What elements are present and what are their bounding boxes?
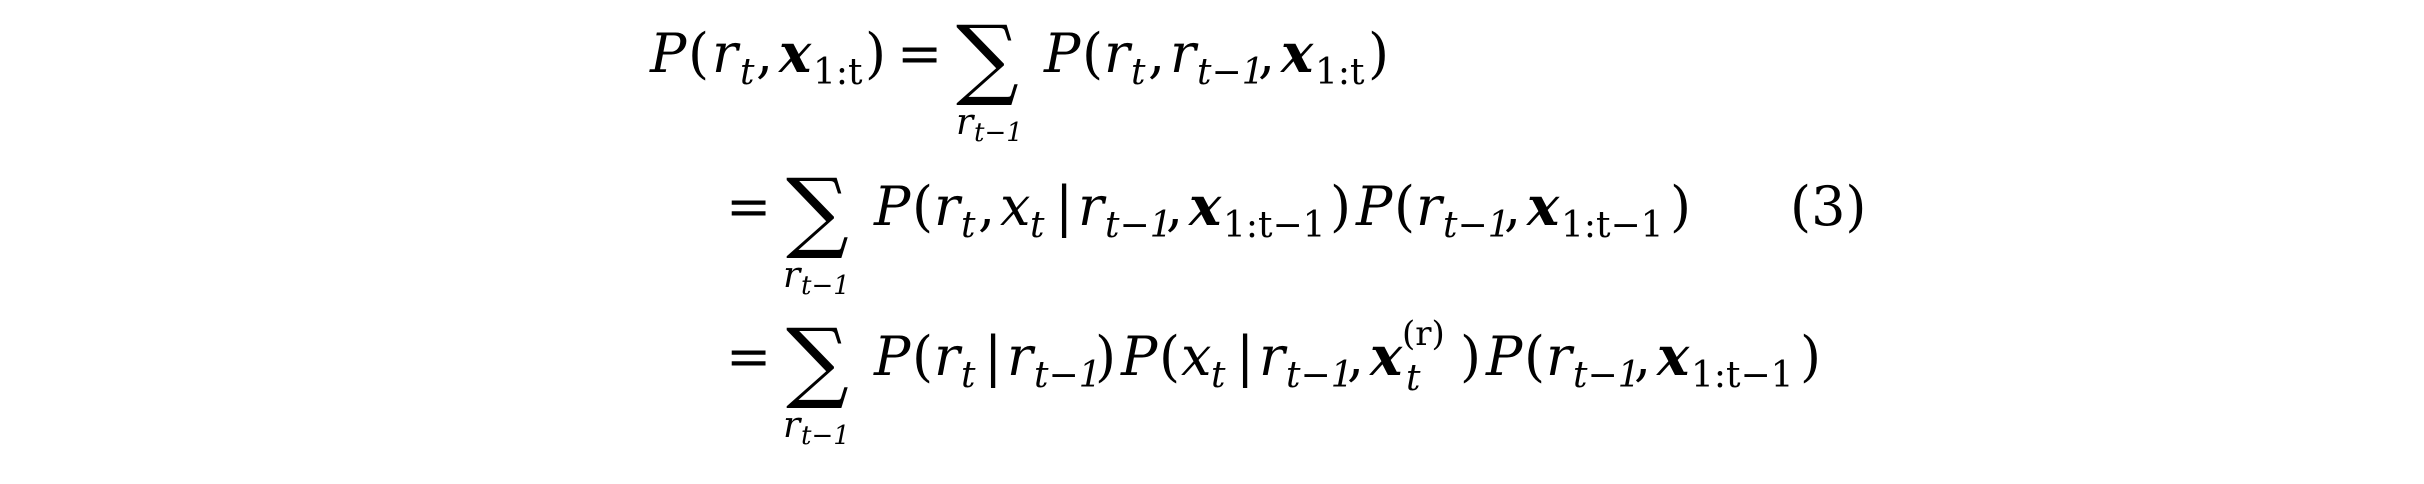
summation-symbol: ∑ (956, 6, 1019, 109)
transition-r-subscript: t (961, 355, 976, 396)
equals-sign: = (726, 175, 772, 238)
prior-r-variable: r (1546, 325, 1572, 388)
prior-comma: , (1634, 325, 1652, 388)
emission-close-paren: ) (1460, 325, 1482, 388)
joint-comma-1: , (1148, 22, 1166, 85)
lhs-close-paren: ) (865, 22, 887, 85)
emission-probability-symbol: P (1121, 325, 1158, 388)
conditional-comma-2: , (1166, 175, 1184, 238)
summation-symbol: ∑ (786, 159, 849, 262)
sum-index-r: r (956, 102, 974, 143)
joint-r-subscript: t (1131, 52, 1146, 93)
equals-sign: = (726, 325, 772, 388)
emission-r-prev-subscript: t−1 (1286, 355, 1354, 396)
conditional-probability-symbol: P (874, 175, 911, 238)
lhs-r-subscript: t (740, 52, 755, 93)
lhs-open-paren: ( (688, 22, 710, 85)
emission-open-paren: ( (1159, 325, 1181, 388)
joint-r-prev-subscript: t−1 (1197, 52, 1265, 93)
sum-index-subscript: t−1 (801, 271, 850, 301)
prior-probability-symbol: P (1486, 325, 1523, 388)
conditional-r-prev-subscript: t−1 (1105, 205, 1173, 246)
conditional-r-variable: r (934, 175, 960, 238)
lhs-comma: , (756, 22, 774, 85)
prior-r-subscript: t−1 (1443, 205, 1511, 246)
joint-bold-x: x (1281, 21, 1314, 85)
transition-bar: | (984, 325, 1003, 388)
prior-open-paren: ( (1524, 325, 1546, 388)
conditional-bold-x: x (1189, 174, 1222, 238)
lhs-probability-symbol: P (650, 22, 687, 85)
equals-sign: = (897, 22, 943, 85)
conditional-x-subscript: t (1030, 205, 1045, 246)
prior-open-paren: ( (1394, 175, 1416, 238)
sum-index-r: r (783, 405, 801, 446)
transition-r-variable: r (934, 325, 960, 388)
transition-r-prev-subscript: t−1 (1034, 355, 1102, 396)
emission-bold-x-superscript: (r) (1402, 314, 1445, 354)
prior-close-paren: ) (1670, 175, 1692, 238)
emission-bar: | (1236, 325, 1255, 388)
lhs-bold-x: x (779, 21, 812, 85)
prior-close-paren: ) (1800, 325, 1822, 388)
equation-line-1 (649, 6, 1389, 148)
transition-close-paren: ) (1095, 325, 1117, 388)
emission-bold-x-subscript: t (1406, 358, 1421, 399)
emission-bold-x: x (1370, 324, 1403, 388)
summation-symbol: ∑ (786, 309, 849, 412)
conditional-bar: | (1055, 175, 1074, 238)
joint-r-variable: r (1104, 22, 1130, 85)
equation-line-2 (726, 159, 1867, 301)
prior-bold-x-subscript: 1:t−1 (1691, 355, 1794, 396)
transition-open-paren: ( (912, 325, 934, 388)
prior-bold-x: x (1527, 174, 1560, 238)
emission-comma: , (1347, 325, 1365, 388)
emission-x-variable: x (1181, 325, 1212, 388)
conditional-comma-1: , (978, 175, 996, 238)
joint-comma-2: , (1258, 22, 1276, 85)
prior-r-variable: r (1416, 175, 1442, 238)
lhs-x-subscript: 1:t (813, 52, 863, 93)
sum-index-r: r (783, 255, 801, 296)
transition-r-prev-variable: r (1007, 325, 1033, 388)
joint-r-prev-variable: r (1170, 22, 1196, 85)
conditional-open-paren: ( (912, 175, 934, 238)
emission-x-subscript: t (1211, 355, 1226, 396)
prior-probability-symbol: P (1356, 175, 1393, 238)
conditional-r-subscript: t (961, 205, 976, 246)
sum-index-subscript: t−1 (801, 421, 850, 451)
prior-comma: , (1504, 175, 1522, 238)
prior-bold-x-subscript: 1:t−1 (1561, 205, 1664, 246)
equation-number: (3) (1790, 175, 1867, 238)
prior-bold-x: x (1657, 324, 1690, 388)
transition-probability-symbol: P (874, 325, 911, 388)
joint-x-subscript: 1:t (1315, 52, 1365, 93)
conditional-close-paren: ) (1330, 175, 1352, 238)
equation-line-3 (726, 309, 1821, 451)
conditional-r-prev-variable: r (1078, 175, 1104, 238)
sum-index-subscript: t−1 (974, 118, 1023, 148)
prior-r-subscript: t−1 (1573, 355, 1641, 396)
conditional-x-variable: x (1000, 175, 1031, 238)
joint-probability-symbol: P (1044, 22, 1081, 85)
conditional-bold-x-subscript: 1:t−1 (1223, 205, 1326, 246)
joint-open-paren: ( (1082, 22, 1104, 85)
lhs-r-variable: r (712, 22, 738, 85)
joint-close-paren: ) (1368, 22, 1390, 85)
emission-r-prev-variable: r (1259, 325, 1285, 388)
